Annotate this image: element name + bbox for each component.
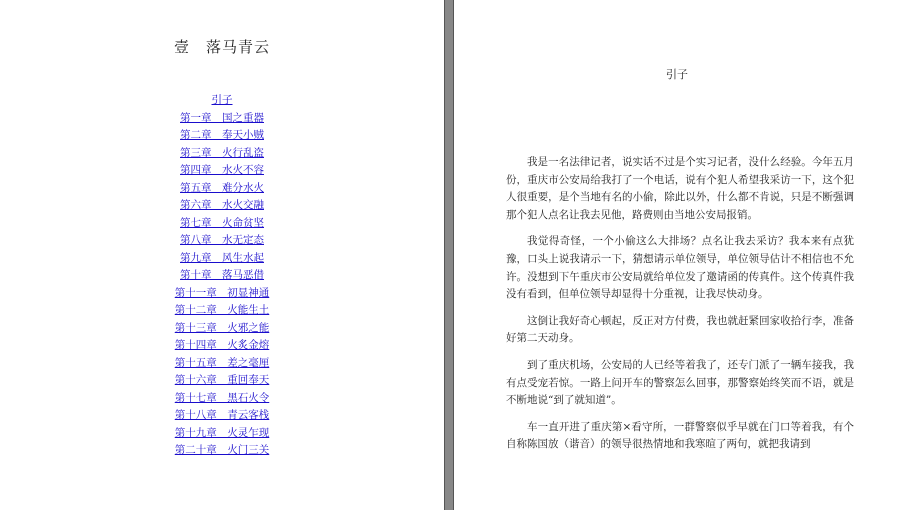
paragraph: 这倒让我好奇心顿起，反正对方付费，我也就赶紧回家收拾行李，准备好第二天动身。 — [506, 314, 854, 345]
toc-item — [0, 145, 444, 163]
chapter-heading: 引子 — [666, 68, 688, 81]
toc-item — [0, 197, 444, 215]
toc-item — [0, 110, 444, 128]
toc-link[interactable]: 第十六章 重回奉天 — [174, 374, 270, 386]
toc-item — [0, 267, 444, 285]
toc-link[interactable]: 第二章 奉天小贼 — [180, 129, 264, 141]
toc-link[interactable]: 第十三章 火邪之能 — [174, 321, 270, 334]
left-page — [0, 0, 444, 510]
paragraph: 我是一名法律记者，说实话不过是个实习记者，没什么经验。今年五月份，重庆市公安局给我打了一个电话，说有个犯人希望我采访一下，这个犯人很重要，是个当地有名的小偷，除此以外，什么都不肯说，只是不断强调那个犯人点名让我去见他，路费则由当地公安局报销。 — [506, 156, 854, 221]
toc-item — [0, 355, 444, 373]
toc-link[interactable]: 第九章 风生水起 — [180, 251, 264, 264]
toc-item — [0, 302, 444, 320]
toc-link[interactable]: 第十一章 初显神通 — [174, 286, 270, 299]
volume-title: 壹 落马青云 — [173, 38, 270, 56]
toc-link[interactable]: 第十四章 火炙金熔 — [174, 339, 270, 351]
table-of-contents — [0, 92, 444, 460]
toc-item — [0, 92, 444, 110]
toc-link[interactable]: 第一章 国之重器 — [180, 111, 264, 124]
toc-link[interactable]: 第十八章 青云客栈 — [174, 409, 270, 421]
paragraph: 车一直开进了重庆第×看守所，一群警察似乎早就在门口等着我，有个自称陈国放（谐音）的领导很热情地和我寒暄了两句，就把我请到 — [506, 420, 854, 451]
toc-item — [0, 425, 444, 443]
toc-item — [0, 250, 444, 268]
toc-item — [0, 442, 444, 460]
toc-link[interactable]: 第四章 水火不容 — [180, 164, 264, 176]
body-text — [506, 154, 854, 463]
toc-link[interactable]: 第三章 火行乱盗 — [180, 146, 264, 159]
toc-link[interactable]: 第十五章 差之毫厘 — [174, 356, 270, 369]
toc-item — [0, 285, 444, 303]
toc-item — [0, 215, 444, 233]
toc-item — [0, 320, 444, 338]
paragraph: 到了重庆机场，公安局的人已经等着我了，还专门派了一辆车接我，我有点受宠若惊。一路上问开车的警察怎么回事，那警察始终笑而不语，就是不断地说“到了就知道”。 — [506, 358, 854, 407]
paragraph: 我觉得奇怪，一个小偷这么大排场？点名让我去采访？我本来有点犹豫，口头上说我请示一下，猜想请示单位领导，单位领导估计不相信也不允许。没想到下午重庆市公安局就给单位发了邀请函的传真件。这个传真件我没有看到，但单位领导却显得十分重视，让我尽快动身。 — [506, 235, 854, 301]
toc-item — [0, 180, 444, 198]
toc-link[interactable]: 第八章 水无定态 — [180, 234, 264, 246]
page-divider — [444, 0, 445, 510]
toc-link[interactable]: 引子 — [211, 94, 233, 106]
toc-link[interactable]: 第六章 水火交融 — [180, 199, 264, 211]
toc-link[interactable]: 第十七章 黑石火令 — [174, 391, 270, 404]
toc-link[interactable]: 第十九章 火灵乍现 — [174, 426, 270, 439]
toc-item — [0, 127, 444, 145]
toc-item — [0, 162, 444, 180]
toc-item — [0, 390, 444, 408]
toc-item — [0, 337, 444, 355]
toc-link[interactable]: 第二十章 火门三关 — [174, 444, 270, 456]
toc-item — [0, 372, 444, 390]
toc-item — [0, 232, 444, 250]
toc-link[interactable]: 第七章 火命贫坚 — [180, 216, 264, 229]
toc-item — [0, 407, 444, 425]
right-page — [454, 0, 900, 510]
toc-link[interactable]: 第十二章 火能生土 — [174, 304, 270, 316]
toc-link[interactable]: 第五章 难分水火 — [180, 181, 264, 194]
toc-link[interactable]: 第十章 落马恶借 — [180, 269, 264, 281]
